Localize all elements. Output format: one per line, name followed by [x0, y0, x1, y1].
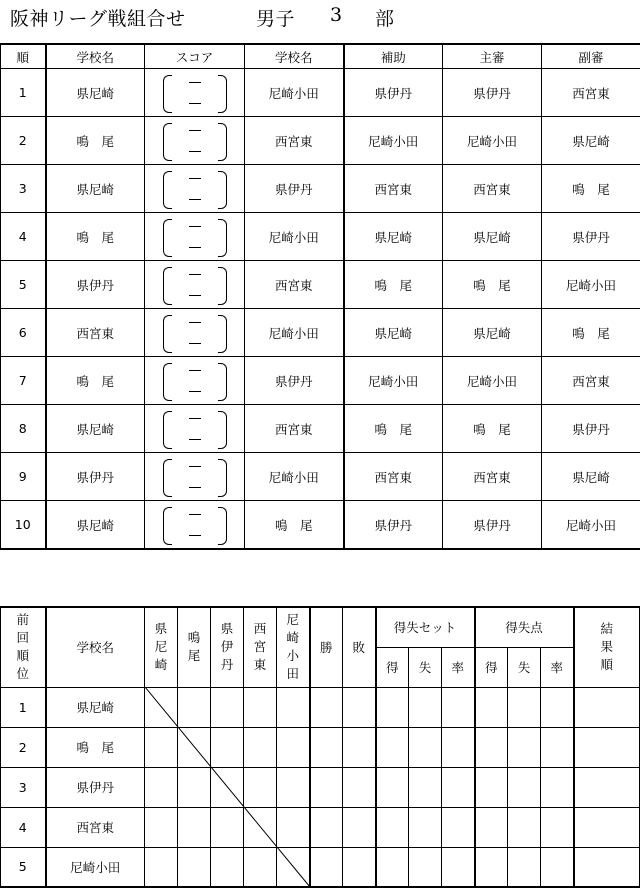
score-brackets	[163, 169, 227, 209]
standings-header-row-1	[1, 607, 640, 647]
standings-row	[1, 847, 640, 887]
sets-lose-cell[interactable]	[409, 767, 442, 807]
opponent-header-5: 尼 崎 小 田	[277, 607, 310, 687]
vs-result-cell[interactable]	[178, 807, 211, 847]
chief-referee-school: 県伊丹	[443, 69, 542, 117]
points-lose-cell[interactable]	[508, 687, 541, 727]
prev-rank: 4	[1, 807, 46, 847]
score-cell[interactable]	[145, 501, 245, 550]
school-a: 県尼崎	[46, 501, 145, 550]
chief-referee-school: 鳴 尾	[443, 405, 542, 453]
school-a: 県尼崎	[46, 405, 145, 453]
assistant-school: 県伊丹	[344, 501, 443, 550]
sub-referee-school: 県尼崎	[542, 453, 640, 501]
points-lose-cell[interactable]	[508, 727, 541, 767]
match-row	[1, 357, 640, 405]
vs-result-cell[interactable]	[211, 847, 244, 887]
points-gain-cell[interactable]	[475, 767, 508, 807]
school-b: 西宮東	[245, 405, 344, 453]
chief-referee-school: 県伊丹	[443, 501, 542, 550]
chief-referee-header: 主審	[443, 44, 542, 69]
school-b: 鳴 尾	[245, 501, 344, 550]
loss-cell[interactable]	[343, 687, 376, 727]
sub-referee-school: 西宮東	[542, 357, 640, 405]
vs-result-cell[interactable]	[244, 767, 277, 807]
school-b-header: 学校名	[245, 44, 344, 69]
school-a: 県尼崎	[46, 165, 145, 213]
sets-gain-cell[interactable]	[376, 727, 409, 767]
standings-school: 西宮東	[46, 807, 145, 847]
assistant-school: 尼崎小田	[344, 117, 443, 165]
match-row	[1, 261, 640, 309]
match-number: 7	[1, 357, 46, 405]
points-rate-cell[interactable]	[541, 767, 574, 807]
vs-result-cell[interactable]	[145, 687, 178, 727]
score-cell[interactable]	[145, 309, 245, 357]
vs-result-cell[interactable]	[277, 687, 310, 727]
score-cell[interactable]	[145, 261, 245, 309]
match-row	[1, 501, 640, 550]
sub-referee-school: 鳴 尾	[542, 165, 640, 213]
loss-cell[interactable]	[343, 767, 376, 807]
opponent-header-2: 鳴 尾	[178, 607, 211, 687]
score-cell[interactable]	[145, 213, 245, 261]
vs-result-cell[interactable]	[277, 727, 310, 767]
sets-rate-cell[interactable]	[442, 687, 475, 727]
sets-gain-cell[interactable]	[376, 847, 409, 887]
division-number: 3	[330, 4, 343, 26]
match-row	[1, 213, 640, 261]
match-number: 2	[1, 117, 46, 165]
result-rank-cell[interactable]	[574, 687, 640, 727]
chief-referee-school: 県尼崎	[443, 309, 542, 357]
match-row	[1, 117, 640, 165]
sub-referee-header: 副審	[542, 44, 640, 69]
score-cell[interactable]	[145, 453, 245, 501]
schedule-table	[0, 43, 640, 550]
chief-referee-school: 県尼崎	[443, 213, 542, 261]
match-number: 5	[1, 261, 46, 309]
prev-rank-header: 前 回 順 位	[1, 607, 46, 687]
score-cell[interactable]	[145, 69, 245, 117]
prev-rank: 5	[1, 847, 46, 887]
points-gain-cell[interactable]	[475, 847, 508, 887]
sets-rate-cell[interactable]	[442, 727, 475, 767]
gender-label: 男子	[256, 8, 296, 30]
assistant-school: 尼崎小田	[344, 357, 443, 405]
vs-result-cell[interactable]	[244, 807, 277, 847]
result-rank-cell[interactable]	[574, 767, 640, 807]
points-lose-cell[interactable]	[508, 847, 541, 887]
vs-result-cell[interactable]	[244, 847, 277, 887]
vs-result-cell[interactable]	[145, 767, 178, 807]
chief-referee-school: 尼崎小田	[443, 117, 542, 165]
assistant-school: 県尼崎	[344, 213, 443, 261]
win-cell[interactable]	[310, 847, 343, 887]
points-lose-header: 失	[508, 647, 541, 687]
vs-result-cell[interactable]	[178, 847, 211, 887]
chief-referee-school: 西宮東	[443, 165, 542, 213]
standings-school: 県尼崎	[46, 687, 145, 727]
match-number: 1	[1, 69, 46, 117]
score-brackets	[163, 73, 227, 113]
win-cell[interactable]	[310, 807, 343, 847]
match-row	[1, 165, 640, 213]
points-rate-cell[interactable]	[541, 727, 574, 767]
sub-referee-school: 県伊丹	[542, 213, 640, 261]
loss-cell[interactable]	[343, 727, 376, 767]
score-brackets	[163, 217, 227, 257]
standings-school: 県伊丹	[46, 767, 145, 807]
score-brackets	[163, 409, 227, 449]
win-cell[interactable]	[310, 727, 343, 767]
vs-result-cell[interactable]	[211, 687, 244, 727]
school-a: 鳴 尾	[46, 357, 145, 405]
opponent-header-4: 西 宮 東	[244, 607, 277, 687]
points-group-header: 得失点	[475, 607, 574, 647]
school-header: 学校名	[46, 607, 145, 687]
sets-lose-header: 失	[409, 647, 442, 687]
sub-referee-school: 西宮東	[542, 69, 640, 117]
vs-result-cell[interactable]	[211, 807, 244, 847]
standings-row	[1, 687, 640, 727]
vs-result-cell[interactable]	[211, 767, 244, 807]
sets-gain-header: 得	[376, 647, 409, 687]
standings-row	[1, 807, 640, 847]
score-brackets	[163, 265, 227, 305]
result-rank-cell[interactable]	[574, 847, 640, 887]
match-row	[1, 453, 640, 501]
assistant-school: 鳴 尾	[344, 405, 443, 453]
result-rank-cell[interactable]	[574, 807, 640, 847]
prev-rank: 3	[1, 767, 46, 807]
sets-lose-cell[interactable]	[409, 687, 442, 727]
points-rate-cell[interactable]	[541, 847, 574, 887]
assistant-header: 補助	[344, 44, 443, 69]
points-gain-cell[interactable]	[475, 687, 508, 727]
match-number: 10	[1, 501, 46, 550]
points-rate-cell[interactable]	[541, 807, 574, 847]
win-cell[interactable]	[310, 767, 343, 807]
assistant-school: 西宮東	[344, 165, 443, 213]
school-b: 尼崎小田	[245, 213, 344, 261]
vs-result-cell[interactable]	[277, 767, 310, 807]
title-text: 阪神リーグ戦組合せ	[10, 8, 186, 30]
order-header: 順	[1, 44, 46, 69]
sub-referee-school: 県尼崎	[542, 117, 640, 165]
score-cell[interactable]	[145, 405, 245, 453]
loss-cell[interactable]	[343, 847, 376, 887]
loss-cell[interactable]	[343, 807, 376, 847]
chief-referee-school: 西宮東	[443, 453, 542, 501]
sets-rate-cell[interactable]	[442, 767, 475, 807]
school-a: 県伊丹	[46, 453, 145, 501]
chief-referee-school: 鳴 尾	[443, 261, 542, 309]
school-a: 西宮東	[46, 309, 145, 357]
sub-referee-school: 尼崎小田	[542, 501, 640, 550]
opponent-header-1: 県 尼 崎	[145, 607, 178, 687]
school-b: 尼崎小田	[245, 453, 344, 501]
match-row	[1, 69, 640, 117]
result-rank-cell[interactable]	[574, 727, 640, 767]
vs-result-cell[interactable]	[145, 847, 178, 887]
score-brackets	[163, 457, 227, 497]
match-number: 8	[1, 405, 46, 453]
loss-header: 敗	[343, 607, 376, 687]
sets-lose-cell[interactable]	[409, 807, 442, 847]
sets-gain-cell[interactable]	[376, 767, 409, 807]
match-row	[1, 309, 640, 357]
chief-referee-school: 尼崎小田	[443, 357, 542, 405]
match-number: 9	[1, 453, 46, 501]
school-b: 西宮東	[245, 261, 344, 309]
score-cell[interactable]	[145, 357, 245, 405]
standings-row	[1, 727, 640, 767]
result-rank-header: 結 果 順	[574, 607, 640, 687]
score-header: スコア	[145, 44, 245, 69]
school-a: 県伊丹	[46, 261, 145, 309]
sets-gain-cell[interactable]	[376, 687, 409, 727]
school-a: 鳴 尾	[46, 213, 145, 261]
points-gain-cell[interactable]	[475, 807, 508, 847]
school-a: 県尼崎	[46, 69, 145, 117]
assistant-school: 県伊丹	[344, 69, 443, 117]
points-gain-cell[interactable]	[475, 727, 508, 767]
score-brackets	[163, 505, 227, 545]
sets-rate-cell[interactable]	[442, 807, 475, 847]
sets-group-header: 得失セット	[376, 607, 475, 647]
school-b: 西宮東	[245, 117, 344, 165]
sub-referee-school: 鳴 尾	[542, 309, 640, 357]
vs-result-cell[interactable]	[178, 687, 211, 727]
match-number: 6	[1, 309, 46, 357]
win-header: 勝	[310, 607, 343, 687]
school-b: 尼崎小田	[245, 309, 344, 357]
vs-result-cell[interactable]	[178, 767, 211, 807]
schedule-header-row	[1, 44, 640, 69]
points-rate-cell[interactable]	[541, 687, 574, 727]
prev-rank: 1	[1, 687, 46, 727]
division-suffix: 部	[375, 8, 395, 30]
school-a: 鳴 尾	[46, 117, 145, 165]
assistant-school: 西宮東	[344, 453, 443, 501]
vs-result-cell[interactable]	[244, 687, 277, 727]
school-b: 県伊丹	[245, 357, 344, 405]
score-brackets	[163, 361, 227, 401]
vs-result-cell[interactable]	[277, 847, 310, 887]
points-gain-header: 得	[475, 647, 508, 687]
school-b: 尼崎小田	[245, 69, 344, 117]
school-b: 県伊丹	[245, 165, 344, 213]
vs-result-cell[interactable]	[145, 727, 178, 767]
standings-school: 尼崎小田	[46, 847, 145, 887]
points-lose-cell[interactable]	[508, 807, 541, 847]
match-number: 4	[1, 213, 46, 261]
sets-gain-cell[interactable]	[376, 807, 409, 847]
score-cell[interactable]	[145, 117, 245, 165]
sub-referee-school: 県伊丹	[542, 405, 640, 453]
standings-row	[1, 767, 640, 807]
opponent-header-3: 県 伊 丹	[211, 607, 244, 687]
assistant-school: 県尼崎	[344, 309, 443, 357]
sets-lose-cell[interactable]	[409, 727, 442, 767]
vs-result-cell[interactable]	[211, 727, 244, 767]
points-lose-cell[interactable]	[508, 767, 541, 807]
score-brackets	[163, 121, 227, 161]
vs-result-cell[interactable]	[145, 807, 178, 847]
sub-referee-school: 尼崎小田	[542, 261, 640, 309]
vs-result-cell[interactable]	[178, 727, 211, 767]
standings-table	[0, 606, 640, 888]
school-a-header: 学校名	[46, 44, 145, 69]
points-rate-header: 率	[541, 647, 574, 687]
match-number: 3	[1, 165, 46, 213]
vs-result-cell[interactable]	[277, 807, 310, 847]
assistant-school: 鳴 尾	[344, 261, 443, 309]
win-cell[interactable]	[310, 687, 343, 727]
sets-rate-cell[interactable]	[442, 847, 475, 887]
standings-school: 鳴 尾	[46, 727, 145, 767]
sets-rate-header: 率	[442, 647, 475, 687]
sets-lose-cell[interactable]	[409, 847, 442, 887]
prev-rank: 2	[1, 727, 46, 767]
score-brackets	[163, 313, 227, 353]
vs-result-cell[interactable]	[244, 727, 277, 767]
score-cell[interactable]	[145, 165, 245, 213]
match-row	[1, 405, 640, 453]
